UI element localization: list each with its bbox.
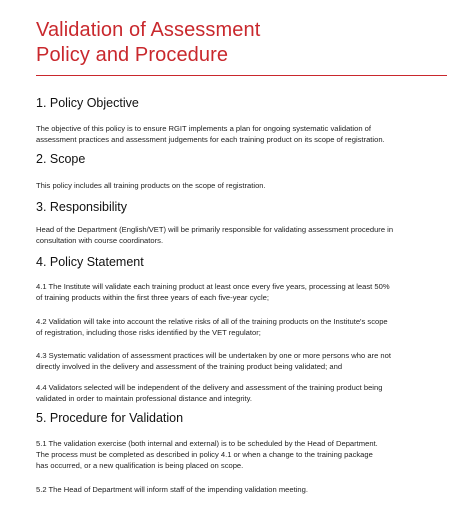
text-line: Head of the Department (English/VET) will be primarily responsible for validating assessment procedure in (36, 225, 394, 234)
section-heading-scope: 2. Scope (36, 152, 86, 166)
paragraph-statement-4-1 (36, 281, 390, 303)
text-line: The process must be completed as described in policy 4.1 or when a change to the training package (36, 450, 373, 459)
section-heading-procedure-for-validation: 5. Procedure for Validation (36, 411, 184, 425)
paragraph-statement-4-2 (36, 316, 388, 338)
paragraph-statement-4-4 (36, 382, 382, 404)
section-heading-responsibility: 3. Responsibility (36, 200, 128, 214)
text-line: validated in order to maintain professional distance and integrity. (36, 394, 252, 403)
text-line: The objective of this policy is to ensure RGIT implements a plan for ongoing systematic validation of (36, 124, 371, 133)
text-line: 4.2 Validation will take into account the relative risks of all of the training products on the Institute's scope (36, 317, 388, 326)
paragraph-procedure-5-1 (36, 438, 378, 471)
text-line: 4.3 Systematic validation of assessment practices will be undertaken by one or more persons who are not (36, 351, 391, 360)
document-title (36, 18, 445, 68)
text-line: 5.1 The validation exercise (both internal and external) is to be scheduled by the Head of Department. (36, 439, 378, 448)
text-line: has occurred, or a new qualification is being placed on scope. (36, 461, 244, 470)
document-title-line-1: Validation of Assessment (36, 19, 261, 41)
paragraph-statement-4-3 (36, 350, 391, 372)
text-line: of training products within the first three years of each five-year cycle; (36, 293, 269, 302)
paragraph-policy-objective (36, 123, 385, 145)
paragraph-scope (36, 180, 266, 191)
title-divider (36, 75, 447, 76)
text-line: of registration, including those risks identified by the VET regulator; (36, 328, 261, 337)
text-line: This policy includes all training products on the scope of registration. (36, 181, 266, 190)
paragraph-responsibility (36, 224, 393, 246)
paragraph-procedure-5-2 (36, 484, 308, 495)
text-line: consultation with course coordinators. (36, 236, 164, 245)
text-line: 5.2 The Head of Department will inform staff of the impending validation meeting. (36, 485, 308, 494)
text-line: 4.1 The Institute will validate each training product at least once every five years, processing at least 50% (36, 282, 390, 291)
text-line: 4.4 Validators selected will be independent of the delivery and assessment of the training product being (36, 383, 383, 392)
text-line: directly involved in the delivery and assessment of the training product being validated; and (36, 362, 343, 371)
text-line: assessment practices and assessment judgements for each training product on its scope of registration. (36, 135, 385, 144)
section-heading-policy-objective: 1. Policy Objective (36, 96, 139, 110)
document-title-line-2: Policy and Procedure (36, 44, 229, 66)
section-heading-policy-statement: 4. Policy Statement (36, 255, 144, 269)
